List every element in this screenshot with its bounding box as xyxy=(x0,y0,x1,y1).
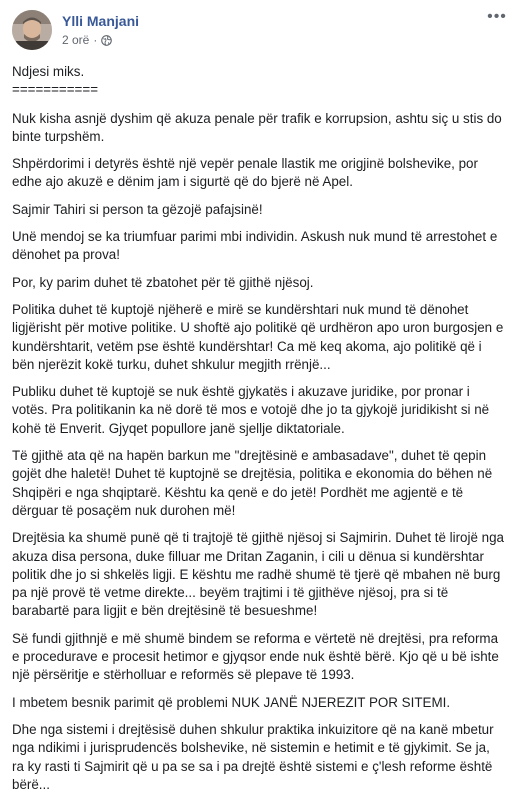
avatar[interactable] xyxy=(12,10,52,50)
paragraph: =========== xyxy=(12,82,99,98)
paragraph: I mbetem besnik parimit që problemi NUK JANË NJEREZIT POR SITEMI. xyxy=(12,694,451,710)
paragraph: Dhe nga sistemi i drejtësisë duhen shkulur praktika inkuizitore që na kanë mbetur nga ndikimi i jurisprudencës bolshevike, në sistemin e hetimit e të gjykimit. Se ja, ra ky rasti ti Sajmirit që u pa se sa i pa drejtë është sistemi e ç'lesh reforme është bërë... xyxy=(12,721,494,792)
paragraph: Politika duhet të kuptojë njëherë e mirë se kundërshtari nuk mund të dënohet ligjërisht për motive politike. U shoftë ajo politikë që urdhëron apo uron burgosjen e kundërshtarit, vetëm pse është kundërshtar! Ca më keq akoma, ajo politikë që i bën njerëzit kokë turku, duhet shkulur megjith rrënjë... xyxy=(12,301,504,372)
post-time[interactable]: 2 orë xyxy=(62,33,90,47)
paragraph: Së fundi gjithnjë e më shumë bindem se reforma e vërtetë në drejtësi, pra reforma e procedurave e procesit hetimor e gjyqsor ende nuk është bërë. Kjo që u bë ishte një përsëritje e stërholluar e reformës së plepave të 1993. xyxy=(12,630,499,683)
paragraph: Të gjithë ata që na hapën barkun me "drejtësinë e ambasadave", duhet të qepin gojët dhe haletë! Duhet të kuptojnë se drejtësia, politika e ekonomia do bëhen në Shqipëri e nga shqiptarë. Kështu ka qenë e do jetë! Pordhët me agjentë e të dërguar të posaçëm nuk durohen më! xyxy=(12,448,493,518)
meta-separator: · xyxy=(93,33,98,47)
post-header xyxy=(12,10,507,54)
paragraph: Nuk kisha asnjë dyshim që akuza penale për trafik e korrupsion, ashtu siç u stis do binte turpshëm. xyxy=(12,110,502,144)
post-meta xyxy=(62,33,112,47)
avatar-photo-icon xyxy=(12,10,52,50)
paragraph: Drejtësia ka shumë punë që ti trajtojë të gjithë njësoj si Sajmirin. Duhet të lirojë nga akuza disa persona, duke filluar me Dritan Zaganin, i cili u dënua si kundërshtar politik dhe jo si shkelës ligji. E kështu me radhë shumë të tjerë që mbahen në burg pa një provë të vetme direkte... beyëm trajtimi i të gjithëve njësoj, pra si të barabartë para ligjit e bën drejtësinë të besueshme! xyxy=(12,530,504,619)
paragraph: Shpërdorimi i detyrës është një vepër penale llastik me origjinë bolshevike, por edhe ajo akuzë e dënim jam i sigurtë që do bjerë në Apel. xyxy=(12,156,478,190)
paragraph: Sajmir Tahiri si person ta gëzojë pafajsinë! xyxy=(12,201,263,217)
author-name[interactable]: Ylli Manjani xyxy=(62,13,140,29)
more-options-icon[interactable]: ••• xyxy=(487,8,507,25)
paragraph: Unë mendoj se ka triumfuar parimi mbi individin. Askush nuk mund të arrestohet e dënohet pa prova! xyxy=(12,229,498,263)
paragraph: Publiku duhet të kuptojë se nuk është gjykatës i akuzave juridike, por pronar i votës. Pra politikanin ka në dorë të mos e votojë dhe jo ta gjykojë juridikisht si në kohë të Enverit. Gjyqet popullore janë sjellje diktatoriale. xyxy=(12,384,490,436)
globe-icon[interactable] xyxy=(101,35,112,46)
paragraph: Ndjesi miks. xyxy=(12,64,85,79)
paragraph: Por, ky parim duhet të zbatohet për të gjithë njësoj. xyxy=(12,274,314,290)
post-text xyxy=(12,63,504,803)
